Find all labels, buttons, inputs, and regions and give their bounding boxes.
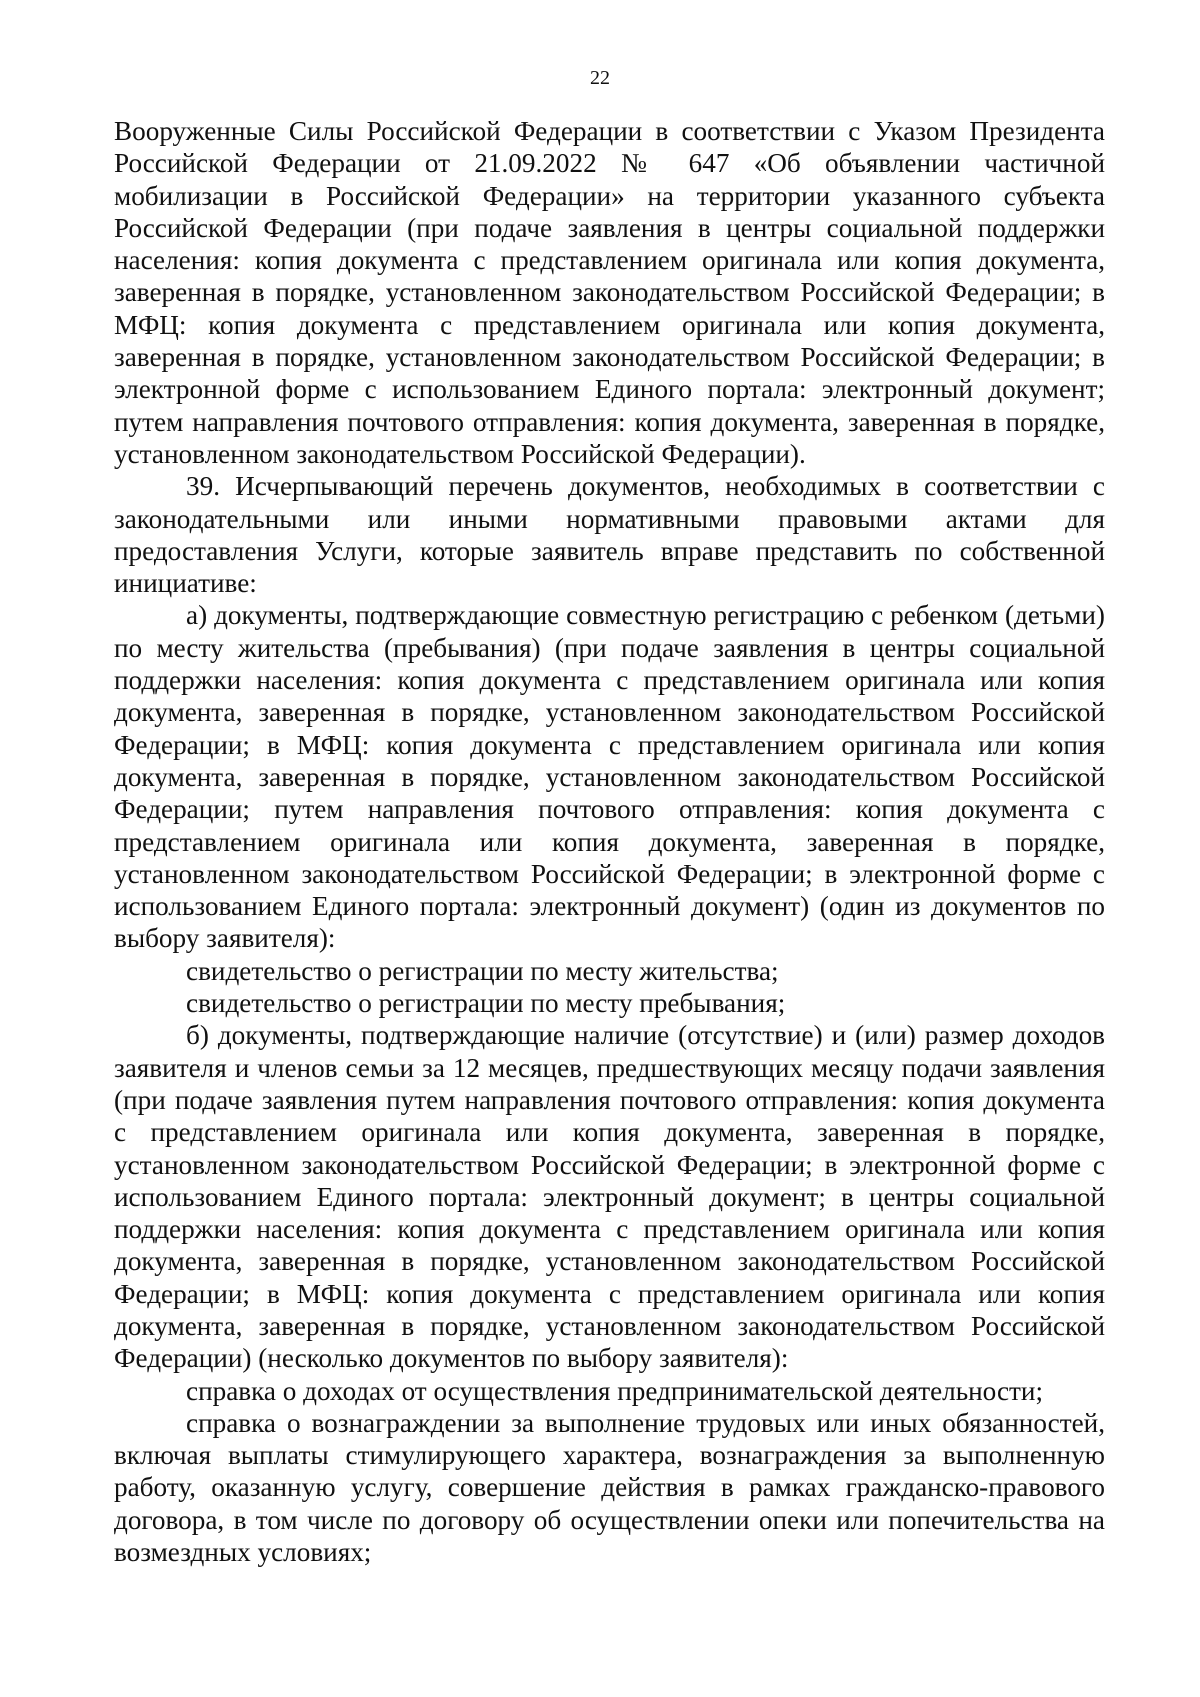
paragraph-remuneration-certificate: справка о вознаграждении за выполнение трудовых или иных обязанностей, включая выплаты стимулирующего характера, вознаграждения за выполненную работу, оказанную услугу, совершение действия в рамках гражданско-правового договора, в том числе по договору об осуществлении опеки или попечительства на возмездных условиях; (114, 1407, 1105, 1568)
paragraph-residence-certificate: свидетельство о регистрации по месту жительства; (186, 955, 779, 986)
document-body (114, 115, 1105, 1568)
paragraph-business-income-certificate: справка о доходах от осуществления предпринимательской деятельности; (186, 1375, 1044, 1406)
paragraph-subitem-b: б) документы, подтверждающие наличие (отсутствие) и (или) размер доходов заявителя и членов семьи за 12 месяцев, предшествующих месяцу подачи заявления (при подаче заявления путем направления почтового отправления: копия документа с представлением оригинала или копия документа, заверенная в порядке, установленном законодательством Российской Федерации; в электронной форме с использованием Единого портала: электронный документ; в центры социальной поддержки населения: копия документа с представлением оригинала или копия документа, заверенная в порядке, установленном законодательством Российской Федерации; в МФЦ: копия документа с представлением оригинала или копия документа, заверенная в порядке, установленном законодательством Российской Федерации) (несколько документов по выбору заявителя): (114, 1020, 1105, 1374)
page-number: 22 (590, 67, 610, 89)
paragraph-continuation: Вооруженные Силы Российской Федерации в соответствии с Указом Президента Российской Федерации от 21.09.2022 № 647 «Об объявлении частичной мобилизации в Российской Федерации» на территории указанного субъекта Российской Федерации (при подаче заявления в центры социальной поддержки населения: копия документа с представлением оригинала или копия документа, заверенная в порядке, установленном законодательством Российской Федерации; в МФЦ: копия документа с представлением оригинала или копия документа, заверенная в порядке, установленном законодательством Российской Федерации; в электронной форме с использованием Единого портала: электронный документ; путем направления почтового отправления: копия документа, заверенная в порядке, установленном законодательством Российской Федерации). (114, 116, 1105, 469)
paragraph-stay-certificate: свидетельство о регистрации по месту пребывания; (186, 988, 786, 1019)
paragraph-subitem-a: а) документы, подтверждающие совместную регистрацию с ребенком (детьми) по месту жительства (пребывания) (при подаче заявления в центры социальной поддержки населения: копия документа с представлением оригинала или копия документа, заверенная в порядке, установленном законодательством Российской Федерации; в МФЦ: копия документа с представлением оригинала или копия документа, заверенная в порядке, установленном законодательством Российской Федерации; путем направления почтового отправления: копия документа с представлением оригинала или копия документа, заверенная в порядке, установленном законодательством Российской Федерации; в электронной форме с использованием Единого портала: электронный документ) (один из документов по выбору заявителя): (114, 600, 1105, 954)
paragraph-item-39: 39. Исчерпывающий перечень документов, необходимых в соответствии с законодательными или иными нормативными правовыми актами для предоставления Услуги, которые заявитель вправе представить по собственной инициативе: (114, 471, 1105, 599)
